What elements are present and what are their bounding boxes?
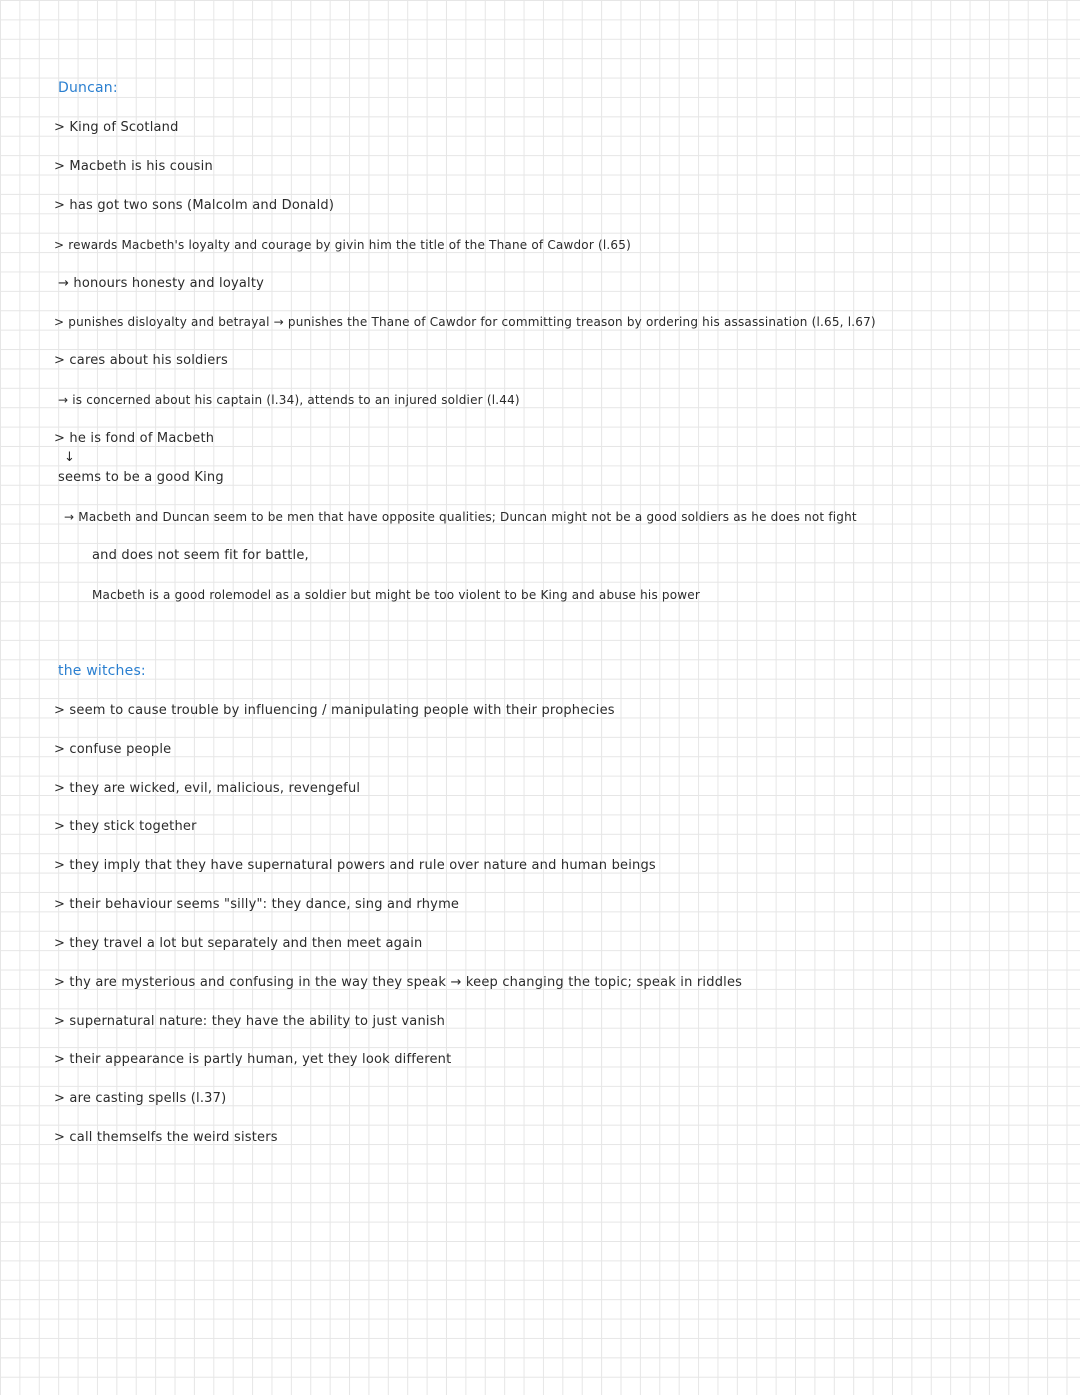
note-line: > they travel a lot but separately and then meet again	[54, 936, 423, 951]
note-line: > thy are mysterious and confusing in the way they speak → keep changing the topic; speak in riddles	[54, 975, 743, 990]
note-line: → honours honesty and loyalty	[58, 276, 265, 291]
note-line: → Macbeth and Duncan seem to be men that have opposite qualities; Duncan might not be a good soldiers as he does not fight	[64, 510, 857, 524]
note-line: > confuse people	[54, 742, 172, 757]
note-line: > Macbeth is his cousin	[54, 159, 213, 174]
section-heading-duncan: Duncan:	[58, 80, 118, 96]
note-line: > they stick together	[54, 819, 197, 834]
note-line: > supernatural nature: they have the ability to just vanish	[54, 1014, 446, 1029]
note-line: > they imply that they have supernatural powers and rule over nature and human beings	[54, 858, 656, 873]
note-line: Macbeth is a good rolemodel as a soldier but might be too violent to be King and abuse his power	[92, 588, 701, 602]
note-line: > seem to cause trouble by influencing / manipulating people with their prophecies	[54, 703, 615, 718]
note-line: > he is fond of Macbeth	[54, 431, 215, 446]
note-line: > call themselfs the weird sisters	[54, 1130, 278, 1145]
note-line: > their behaviour seems "silly": they dance, sing and rhyme	[54, 897, 460, 912]
arrow-down-icon: ↓	[64, 450, 76, 465]
note-line: and does not seem fit for battle,	[92, 548, 309, 563]
section-heading-witches: the witches:	[58, 663, 146, 679]
note-line: > cares about his soldiers	[54, 353, 229, 368]
note-line: > has got two sons (Malcolm and Donald)	[54, 198, 335, 213]
note-line: > their appearance is partly human, yet they look different	[54, 1052, 452, 1067]
note-line: → is concerned about his captain (l.34), attends to an injured soldier (l.44)	[58, 393, 520, 407]
note-line: > rewards Macbeth's loyalty and courage by givin him the title of the Thane of Cawdor (l.65)	[54, 238, 631, 252]
note-line: > they are wicked, evil, malicious, revengeful	[54, 781, 361, 796]
note-line: seems to be a good King	[58, 470, 224, 485]
note-line: > punishes disloyalty and betrayal → punishes the Thane of Cawdor for committing treason by ordering his assassination (l.65, l.67)	[54, 315, 876, 329]
note-line: > are casting spells (l.37)	[54, 1091, 227, 1106]
note-line: > King of Scotland	[54, 120, 179, 135]
